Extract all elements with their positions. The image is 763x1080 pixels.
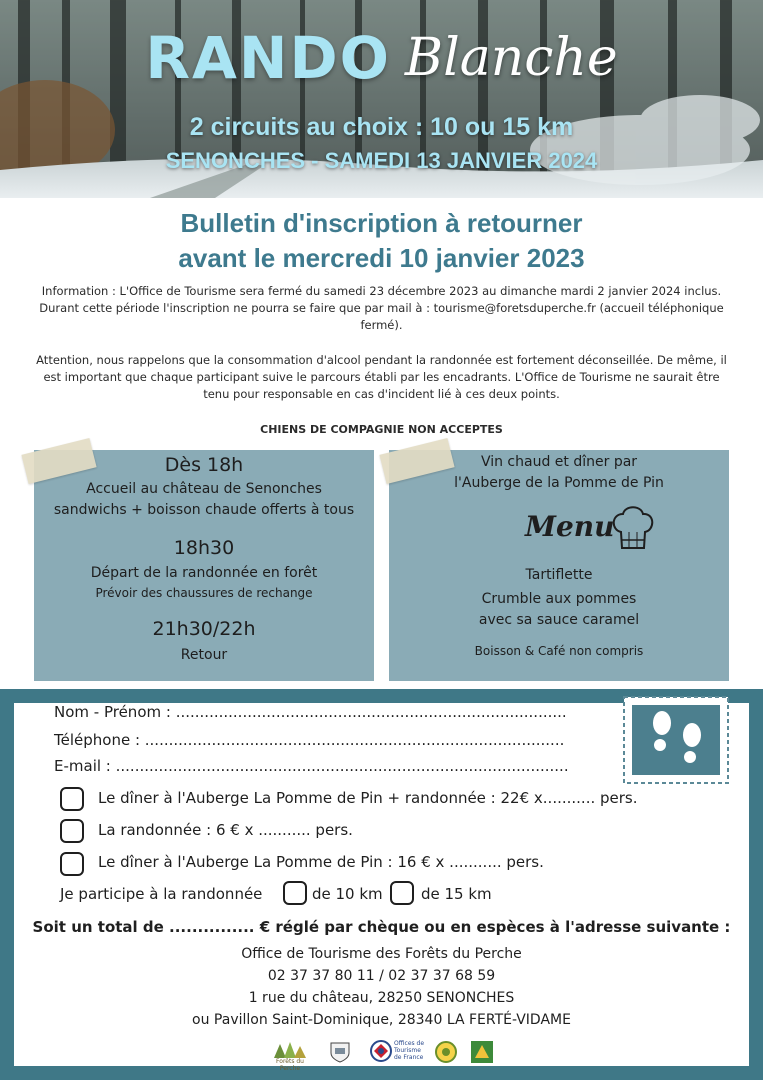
total-line: Soit un total de ............... € réglé par chèque ou en espèces à l'adresse suivante :	[32, 918, 731, 936]
return-line: Retour	[180, 647, 228, 663]
drinks-note: Boisson & Café non compris	[474, 644, 644, 658]
office-alt-address: ou Pavillon Saint-Dominique, 28340 LA FERTÉ-VIDAME	[192, 1012, 571, 1028]
dish-crumble: Crumble aux pommes	[481, 591, 637, 607]
park-logo-icon	[470, 1040, 494, 1064]
office-street: 1 rue du château, 28250 SENONCHES	[248, 990, 515, 1006]
departure-line1: Départ de la randonnée en forêt	[90, 565, 318, 581]
info-paragraph: Information : L'Office de Tourisme sera fermé du samedi 23 décembre 2023 au dimanche mardi 2 janvier 2024 inclus. Durant cette période l'inscription ne pourra se faire que par mail à : tourisme@foretsduperche.fr (accueil téléphonique fermé).	[39, 284, 724, 332]
dish-crumble-sauce: avec sa sauce caramel	[478, 612, 640, 628]
hero-banner	[0, 0, 763, 198]
option2-label: La randonnée : 6 € x ........... pers.	[98, 821, 353, 839]
option2-checkbox[interactable]	[60, 819, 84, 843]
office-phones: 02 37 37 80 11 / 02 37 37 68 59	[267, 968, 496, 984]
time-departure: 18h30	[173, 537, 235, 559]
km10-checkbox[interactable]	[283, 881, 307, 905]
bulletin-heading-line1: Bulletin d'inscription à retourner	[180, 208, 583, 238]
title-blanche: Blanche	[404, 28, 618, 88]
option1-label: Le dîner à l'Auberge La Pomme de Pin + randonnée : 22€ x........... pers.	[98, 789, 638, 807]
office-name: Office de Tourisme des Forêts du Perche	[241, 946, 522, 962]
km15-checkbox[interactable]	[390, 881, 414, 905]
departure-line2: Prévoir des chaussures de rechange	[95, 586, 313, 600]
regional-logo-icon	[434, 1040, 458, 1064]
dinner-panel	[389, 450, 729, 681]
chef-hat-icon	[609, 502, 657, 556]
km15-label: de 15 km	[421, 885, 492, 903]
phone-field[interactable]: Téléphone : ........................................................................................	[54, 731, 565, 749]
offices-tourisme-logo: Offices de Tourisme de France	[370, 1040, 426, 1064]
arrival-line2: sandwichs + boisson chaude offerts à tous	[53, 502, 355, 518]
email-field[interactable]: E-mail : ...............................................................................................	[54, 757, 569, 775]
bulletin-heading-line2: avant le mercredi 10 janvier 2023	[178, 243, 585, 273]
dinner-header2: l'Auberge de la Pomme de Pin	[454, 475, 664, 491]
name-field[interactable]: Nom - Prénom : ..................................................................................	[54, 703, 567, 721]
arrival-line1: Accueil au château de Senonches	[86, 481, 322, 497]
schedule-panel	[34, 450, 374, 681]
participate-label: Je participe à la randonnée	[60, 885, 263, 903]
subtitle-event-date: SENONCHES - SAMEDI 13 JANVIER 2024	[165, 148, 598, 173]
time-arrival: Dès 18h	[164, 454, 244, 476]
hiking-stamp-icon	[622, 695, 730, 785]
menu-label: Menu	[525, 510, 615, 543]
subtitle-circuits: 2 circuits au choix : 10 ou 15 km	[189, 113, 574, 141]
senonches-crest-icon	[328, 1040, 352, 1064]
km10-label: de 10 km	[312, 885, 383, 903]
dinner-header1: Vin chaud et dîner par	[480, 454, 638, 470]
dogs-notice: CHIENS DE COMPAGNIE NON ACCEPTES	[260, 423, 503, 436]
time-return: 21h30/22h	[152, 618, 256, 640]
option1-checkbox[interactable]	[60, 787, 84, 811]
option3-checkbox[interactable]	[60, 852, 84, 876]
dish-tartiflette: Tartiflette	[525, 567, 593, 583]
offices-tourisme-icon	[370, 1040, 392, 1062]
warning-paragraph: Attention, nous rappelons que la consommation d'alcool pendant la randonnée est fortement déconseillée. De même, il est important que chaque participant suive le parcours établi par les encadrants. L'Office de Tourisme ne saurait être tenu pour responsable en cas d'incident lié à ces deux points.	[36, 353, 727, 401]
title-rando: RANDO	[145, 24, 391, 92]
hero-title	[0, 24, 763, 92]
logo-forets-perche: Forêts du Perche	[270, 1038, 310, 1064]
option3-label: Le dîner à l'Auberge La Pomme de Pin : 16 € x ........... pers.	[98, 853, 544, 871]
